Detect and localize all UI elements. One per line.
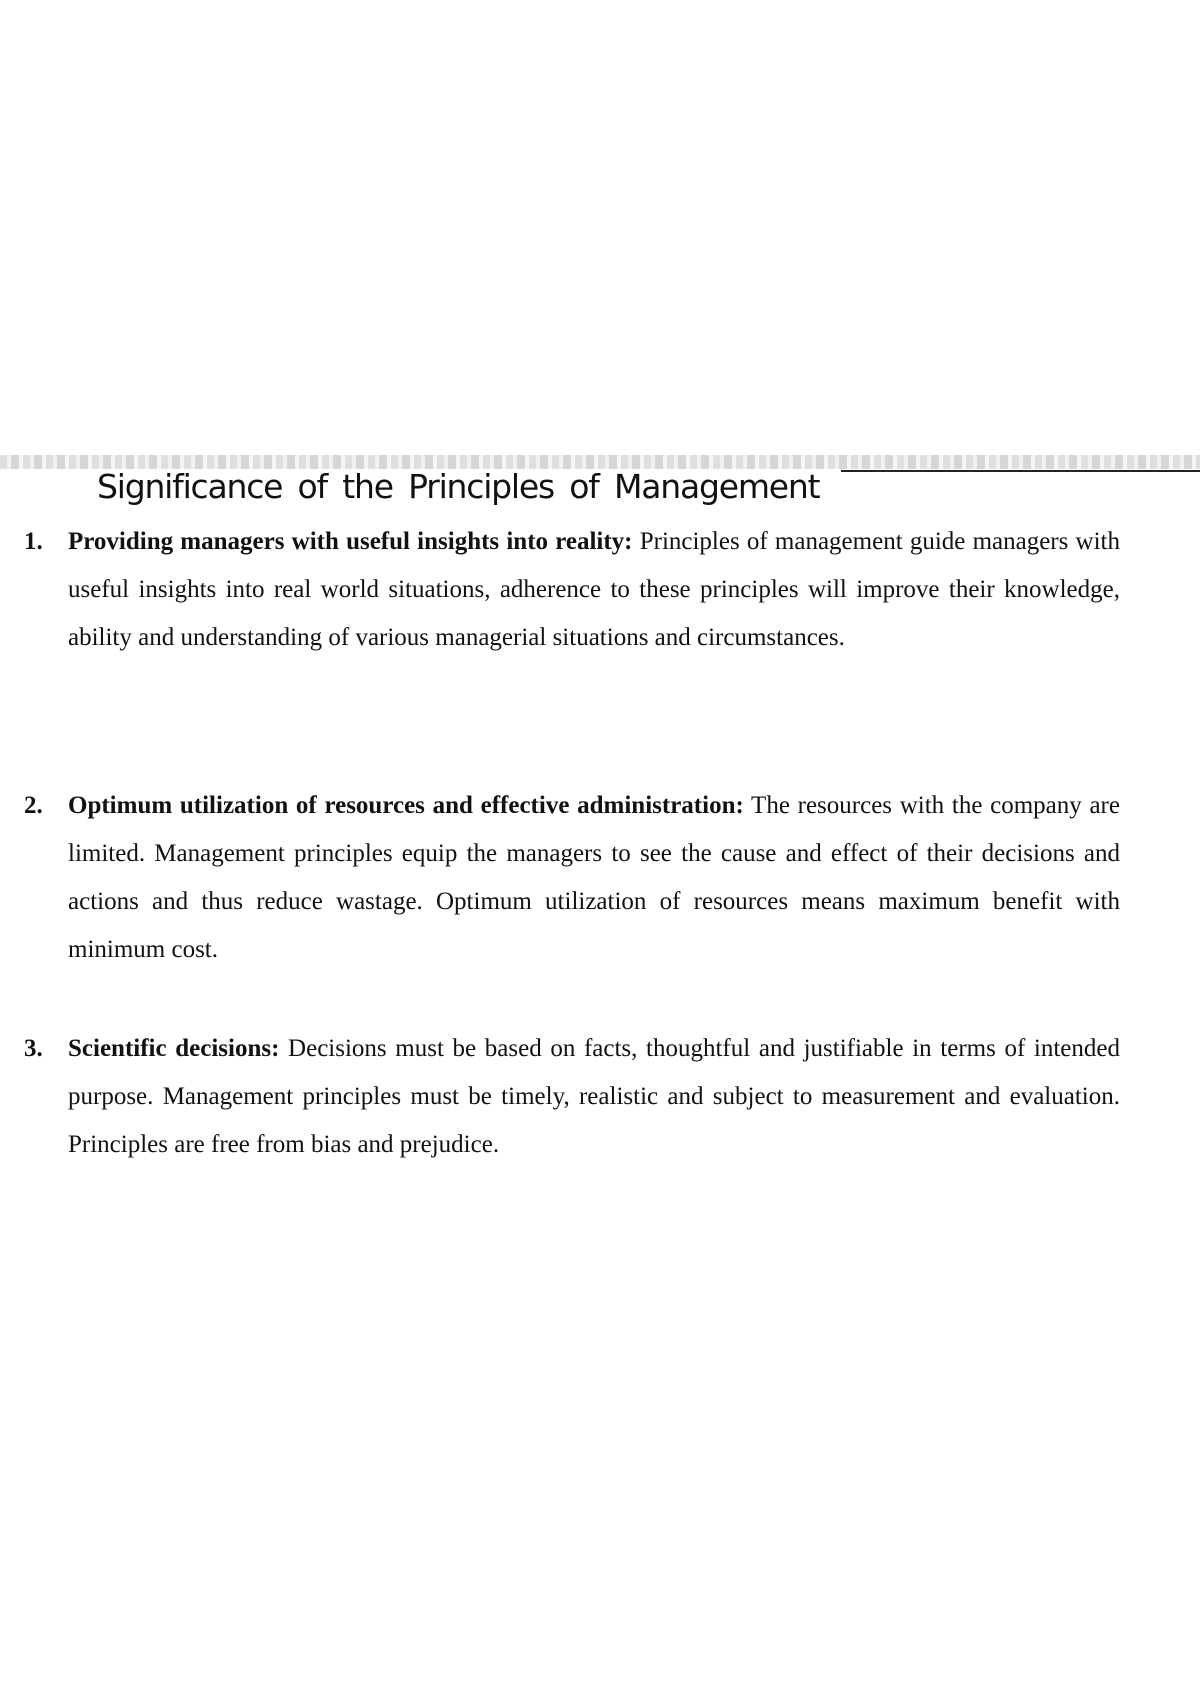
list-item-number: 3. — [24, 1035, 43, 1062]
list-item-body — [68, 1025, 1120, 1169]
list-item-number: 1. — [24, 528, 43, 555]
list-item-heading: Providing managers with useful insights into reality: — [68, 528, 633, 555]
list-item-text: Principles of management guide managers with useful insights into real world situations, adherence to these principles will improve their knowledge, ability and understanding of various managerial situations and circumstances. — [68, 528, 1120, 651]
list-item-heading: Scientific decisions: — [68, 1035, 280, 1062]
list-item-text: Decisions must be based on facts, thoughtful and justifiable in terms of intended purpose. Management principles must be timely, realistic and subject to measurement and evaluation. Principles are free from bias and prejudice. — [68, 1035, 1120, 1158]
list-item-body — [68, 782, 1120, 974]
list-item-heading: Optimum utilization of resources and effective administration: — [68, 792, 744, 819]
list-item-number: 2. — [24, 792, 43, 819]
title-underline-rule — [841, 470, 1200, 472]
title-row — [97, 463, 1157, 513]
document-title: Significance of the Principles of Management — [97, 467, 820, 506]
list-item-text: The resources with the company are limited. Management principles equip the managers to see the cause and effect of their decisions and actions and thus reduce wastage. Optimum utilization of resources means maximum benefit with minimum cost. — [68, 792, 1120, 963]
list-item-body — [68, 518, 1120, 662]
